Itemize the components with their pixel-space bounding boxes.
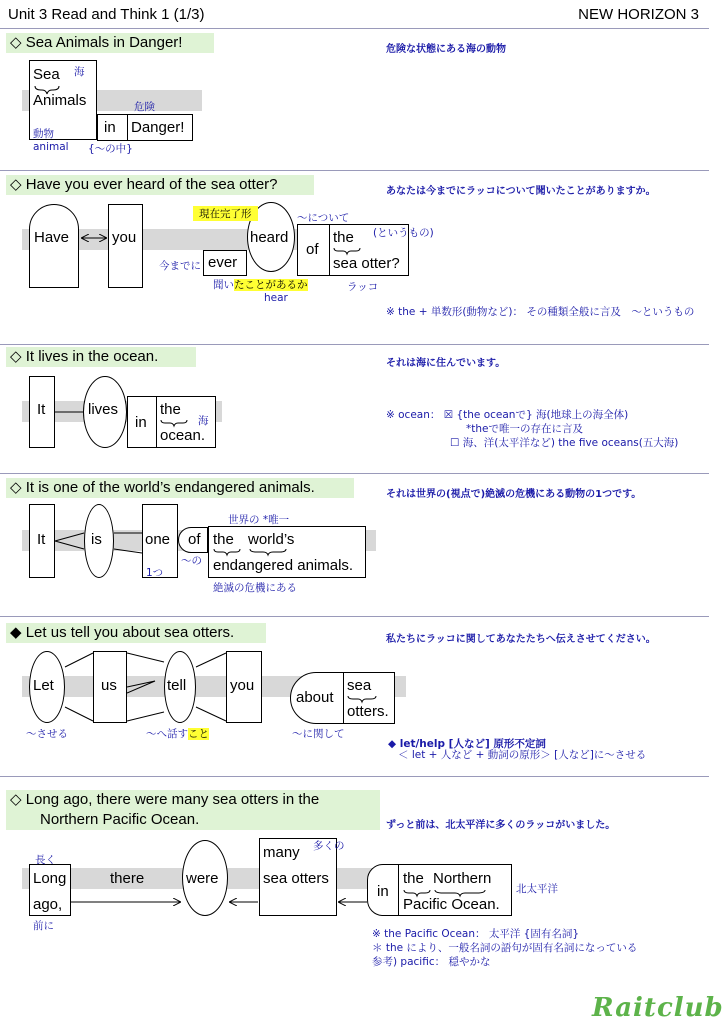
section6-title-line1: ◇ Long ago, there were many sea otters in the [10,791,320,808]
word-northern: Northern [433,870,492,887]
word-in: in [377,883,389,900]
word-one: one [145,531,171,548]
brace [334,248,360,254]
gloss: 多くの [313,840,345,852]
connector-line [127,653,164,721]
grammar-note: ＜ let + 人など + 動詞の原形＞ [人など]に～させる [398,749,647,761]
brand-logo: Raitclub [592,993,724,1023]
section2-title: ◇ Have you ever heard of the sea otter? [6,175,314,195]
gloss: 世界の *唯一 [228,514,290,526]
word-sea-otters: sea otters [263,870,329,887]
brace [435,890,485,896]
word-in: in [135,414,147,431]
gloss: 前に [33,920,54,932]
textbook-name: NEW HORIZON 3 [578,6,699,23]
word-it: It [37,531,46,548]
word-ever: ever [208,254,238,271]
grammar-note: ※ the + 単数形(動物など)： その種類全般に言及 ～というもの [386,306,695,318]
word-lives: lives [88,401,119,418]
word-the: the [213,531,234,548]
gloss: 1つ [146,567,164,579]
brace [214,549,240,555]
section3-translation: それは海に住んでいます。 [386,358,506,369]
word-have: Have [34,229,70,246]
word-many: many [263,844,300,861]
word-about: about [296,689,334,706]
word-it: It [37,401,46,418]
word-the: the [403,870,424,887]
word-the: the [333,229,354,246]
gloss: ～について [297,212,350,224]
brace [404,890,430,896]
section6-translation: ずっと前は、北太平洋に多くのラッコがいました。 [386,820,616,831]
word-you: you [230,677,255,694]
word-pacific-ocean: Pacific Ocean. [403,896,500,913]
gloss: 海 [198,415,209,427]
word-ocean: ocean. [160,427,206,444]
word-you: you [112,229,137,246]
word-tell: tell [167,677,187,694]
gloss: {～の中} [88,143,133,155]
word-worlds: world’s [248,531,295,548]
word-heard: heard [250,229,289,246]
grammar-note: ◆ let/help [人など] 原形不定詞 [388,738,546,750]
connector-line [65,653,93,721]
gloss: (というもの) [373,227,434,239]
gloss: こと [188,728,209,740]
grammar-note: ☐ 海、洋(太平洋など) the five oceans(五大海) [450,437,679,449]
word-of: of [188,531,201,548]
gloss: ～に関して [292,728,345,740]
word-endangered-animals: endangered animals. [213,557,354,574]
gloss: 北太平洋 [516,883,558,895]
gloss: 危険 [134,101,155,113]
word-ago: ago, [33,896,63,913]
brace [250,549,286,555]
brace [35,86,59,94]
word-sea: sea [347,677,372,694]
connector-line [55,533,84,549]
connector-line [114,533,142,553]
word-is: is [91,531,102,548]
gloss: ～させる [26,728,68,740]
word-us: us [101,677,117,694]
section5-translation: 私たちにラッコに関してあなたたちへ伝えさせてください。 [386,634,656,645]
connector-line [196,653,226,721]
gloss: 長く [35,854,56,866]
gloss: ラッコ [347,281,379,293]
word-sea: Sea [33,66,60,83]
unit-title: Unit 3 Read and Think 1 (1/3) [8,6,205,23]
brace [348,696,376,702]
word-otters: otters. [347,703,389,720]
section1-translation: 危険な状態にある海の動物 [386,44,506,55]
section2-translation: あなたは今までにラッコについて聞いたことがありますか。 [386,186,656,197]
word-long: Long [33,870,67,887]
word-the: the [160,401,181,418]
section4-translation: それは世界の(視点で)絶滅の危機にある動物の1つです。 [386,489,642,500]
word-in: in [104,119,116,136]
gloss: 今までに [159,260,201,272]
grammar-note: 参考) pacific： 穏やかな [372,956,491,968]
grammar-note: ＊ the により、一般名詞の語句が固有名詞になっている [372,942,638,954]
grammar-note: ※ ocean： ☒ {the oceanで} 海(地球上の海全体) [386,409,629,421]
gloss: ～の [181,555,202,567]
section6-title-line2: Northern Pacific Ocean. [40,811,200,828]
grammar-note: ※ the Pacific Ocean： 太平洋 {固有名詞} [372,928,580,940]
section5-title: ◆ Let us tell you about sea otters. [6,623,266,643]
section3-title: ◇ It lives in the ocean. [6,347,196,367]
gloss: 絶滅の危機にある [213,582,297,594]
gloss: 動物 [33,128,54,140]
gloss: animal [33,141,69,153]
brace [161,420,187,426]
gloss: 聞い [213,279,234,291]
gloss: hear [264,292,288,304]
word-of: of [306,241,319,258]
word-let: Let [33,677,54,694]
word-were: were [186,870,219,887]
grammar-note: *theで唯一の存在に言及 [466,423,583,435]
word-sea-otter: sea otter? [333,255,400,272]
gloss: たことがあるか [234,279,308,291]
section1-title: ◇ Sea Animals in Danger! [6,33,214,53]
gloss: 現在完了形 [193,206,258,221]
word-danger: Danger! [131,119,185,136]
gloss: ～へ話す [146,728,188,740]
word-there: there [110,870,145,887]
gloss: 海 [74,66,85,78]
word-animals: Animals [33,92,87,109]
section4-title: ◇ It is one of the world’s endangered animals. [6,478,354,498]
